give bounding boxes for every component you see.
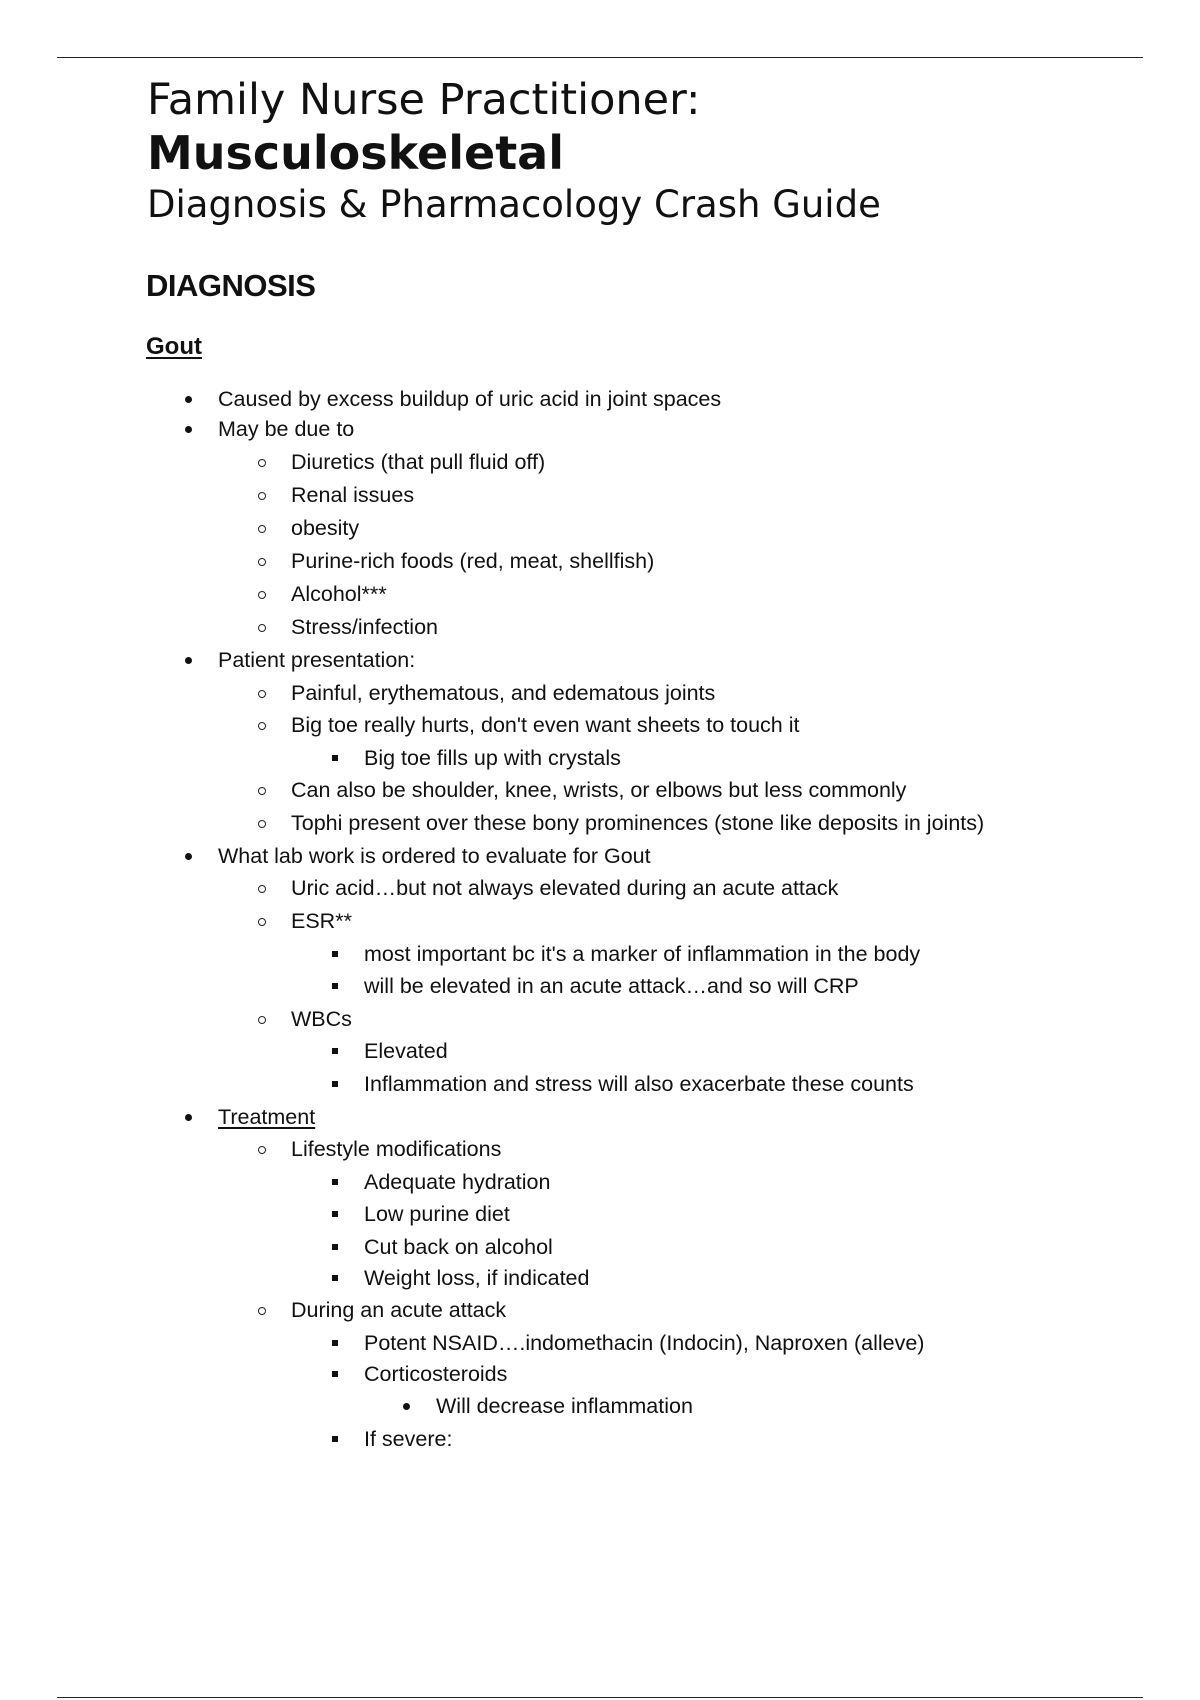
- bottom-rule: [57, 1697, 1143, 1698]
- bullet-circle-icon: [252, 546, 272, 576]
- list-item-text: Elevated: [364, 1039, 448, 1063]
- list-item-text: Purine-rich foods (red, meat, shellfish): [291, 549, 655, 573]
- list-item-text: WBCs: [291, 1007, 352, 1031]
- topic-heading: Gout: [146, 333, 202, 360]
- list-item-text: May be due to: [218, 417, 355, 441]
- title-line-2: Musculoskeletal: [147, 126, 564, 180]
- bullet-disc-icon: [179, 841, 199, 871]
- title-line-1: Family Nurse Practitioner:: [147, 75, 701, 125]
- document-title: [147, 74, 881, 230]
- list-item-text: Stress/infection: [291, 615, 438, 639]
- bullet-circle-icon: [252, 513, 272, 543]
- bullet-square-icon: [325, 939, 345, 969]
- list-item-text: obesity: [291, 516, 360, 540]
- top-rule: [57, 57, 1143, 58]
- list-item-text: What lab work is ordered to evaluate for Gout: [218, 844, 651, 868]
- bullet-square-icon: [325, 1069, 345, 1099]
- bullet-square-icon: [325, 1232, 345, 1262]
- bullet-disc-icon: [179, 414, 199, 444]
- list-item-text: ESR**: [291, 909, 352, 933]
- bullet-circle-icon: [252, 710, 272, 740]
- bullet-circle-icon: [252, 612, 272, 642]
- section-heading: DIAGNOSIS: [146, 268, 316, 303]
- list-item-text: Tophi present over these bony prominences (stone like deposits in joints): [291, 811, 985, 835]
- bullet-circle-icon: [252, 480, 272, 510]
- list-item-text: If severe:: [364, 1427, 453, 1451]
- list-item-text: Uric acid…but not always elevated during an acute attack: [291, 876, 839, 900]
- list-item-text: most important bc it's a marker of inflammation in the body: [364, 942, 921, 966]
- list-item-text: Big toe really hurts, don't even want sheets to touch it: [291, 713, 800, 737]
- list-item-text: Painful, erythematous, and edematous joints: [291, 681, 716, 705]
- list-item-text: Low purine diet: [364, 1202, 510, 1226]
- list-item-text: Caused by excess buildup of uric acid in joint spaces: [218, 387, 722, 411]
- bullet-square-icon: [325, 1036, 345, 1066]
- list-item-text: During an acute attack: [291, 1298, 507, 1322]
- list-item-text: Adequate hydration: [364, 1170, 551, 1194]
- bullet-disc-icon: [397, 1391, 417, 1421]
- list-item-text: Big toe fills up with crystals: [364, 746, 621, 770]
- list-item-text: Renal issues: [291, 483, 415, 507]
- bullet-circle-icon: [252, 579, 272, 609]
- bullet-circle-icon: [252, 873, 272, 903]
- bullet-square-icon: [325, 1359, 345, 1389]
- bullet-circle-icon: [252, 1134, 272, 1164]
- list-item-text: Can also be shoulder, knee, wrists, or elbows but less commonly: [291, 778, 907, 802]
- bullet-disc-icon: [179, 645, 199, 675]
- bullet-square-icon: [325, 1199, 345, 1229]
- list-item-text: Alcohol***: [291, 582, 387, 606]
- list-item-text: Weight loss, if indicated: [364, 1266, 590, 1290]
- list-item-text: Will decrease inflammation: [436, 1394, 693, 1418]
- title-line-3: Diagnosis & Pharmacology Crash Guide: [147, 183, 881, 226]
- bullet-circle-icon: [252, 906, 272, 936]
- bullet-square-icon: [325, 743, 345, 773]
- list-item-text: Potent NSAID….indomethacin (Indocin), Naproxen (alleve): [364, 1331, 925, 1355]
- list-item-text: Corticosteroids: [364, 1362, 508, 1386]
- bullet-square-icon: [325, 1424, 345, 1454]
- bullet-circle-icon: [252, 1295, 272, 1325]
- bullet-circle-icon: [252, 1004, 272, 1034]
- list-item-text: will be elevated in an acute attack…and so will CRP: [364, 974, 859, 998]
- bullet-circle-icon: [252, 447, 272, 477]
- list-item-text: Lifestyle modifications: [291, 1137, 502, 1161]
- bullet-circle-icon: [252, 775, 272, 805]
- bullet-square-icon: [325, 1328, 345, 1358]
- list-item-text: Diuretics (that pull fluid off): [291, 450, 546, 474]
- list-item-text: Inflammation and stress will also exacerbate these counts: [364, 1072, 914, 1096]
- bullet-square-icon: [325, 1263, 345, 1293]
- bullet-disc-icon: [179, 1102, 199, 1132]
- bullet-circle-icon: [252, 678, 272, 708]
- bullet-square-icon: [325, 1167, 345, 1197]
- list-item-text: Patient presentation:: [218, 648, 416, 672]
- bullet-square-icon: [325, 971, 345, 1001]
- bullet-circle-icon: [252, 808, 272, 838]
- bullet-disc-icon: [179, 384, 199, 414]
- list-item-text: Cut back on alcohol: [364, 1235, 553, 1259]
- list-item-text: Treatment: [218, 1105, 316, 1129]
